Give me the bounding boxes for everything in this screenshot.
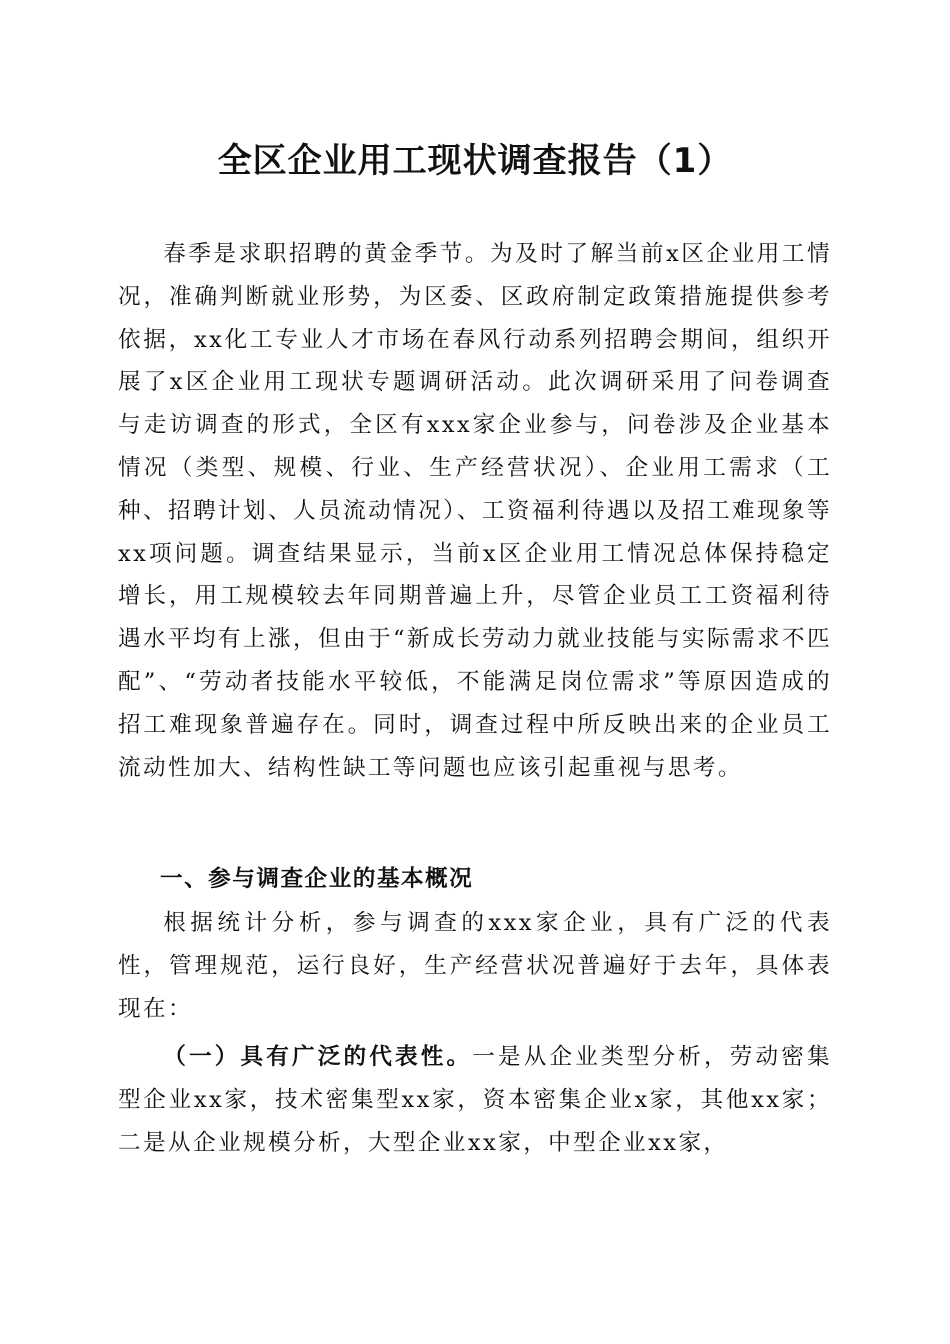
document-title: 全区企业用工现状调查报告（1） [217, 141, 733, 181]
overview-paragraph: 根据统计分析，参与调查的xxx家企业，具有广泛的代表性，管理规范，运行良好，生产经营状况普遍好于去年，具体表现在： [118, 910, 832, 1022]
subsection-body-text: 一是从企业类型分析，劳动密集型企业xx家，技术密集型xx家，资本密集企业x家，其他xx家；二是从企业规模分析，大型企业xx家，中型企业xx家， [118, 1044, 832, 1156]
section-heading-basic-overview: 一、参与调查企业的基本概况 [160, 866, 474, 892]
subsection-paragraph-representativeness [118, 1036, 832, 1164]
intro-paragraph: 春季是求职招聘的黄金季节。为及时了解当前x区企业用工情况，准确判断就业形势，为区委、区政府制定政策措施提供参考依据，xx化工专业人才市场在春风行动系列招聘会期间，组织开展了x区企业用工现状专题调研活动。此次调研采用了问卷调查与走访调查的形式，全区有xxx家企业参与，问卷涉及企业基本情况（类型、规模、行业、生产经营状况）、企业用工需求（工种、招聘计划、人员流动情况）、工资福利待遇以及招工难现象等xx项问题。调查结果显示，当前x区企业用工情况总体保持稳定增长，用工规模较去年同期普遍上升，尽管企业员工工资福利待遇水平均有上涨，但由于“新成长劳动力就业技能与实际需求不匹配”、“劳动者技能水平较低，不能满足岗位需求”等原因造成的招工难现象普遍存在。同时，调查过程中所反映出来的企业员工流动性加大、结构性缺工等问题也应该引起重视与思考。 [118, 241, 832, 781]
subsection-heading-representativeness: （一）具有广泛的代表性。 [163, 1044, 473, 1070]
